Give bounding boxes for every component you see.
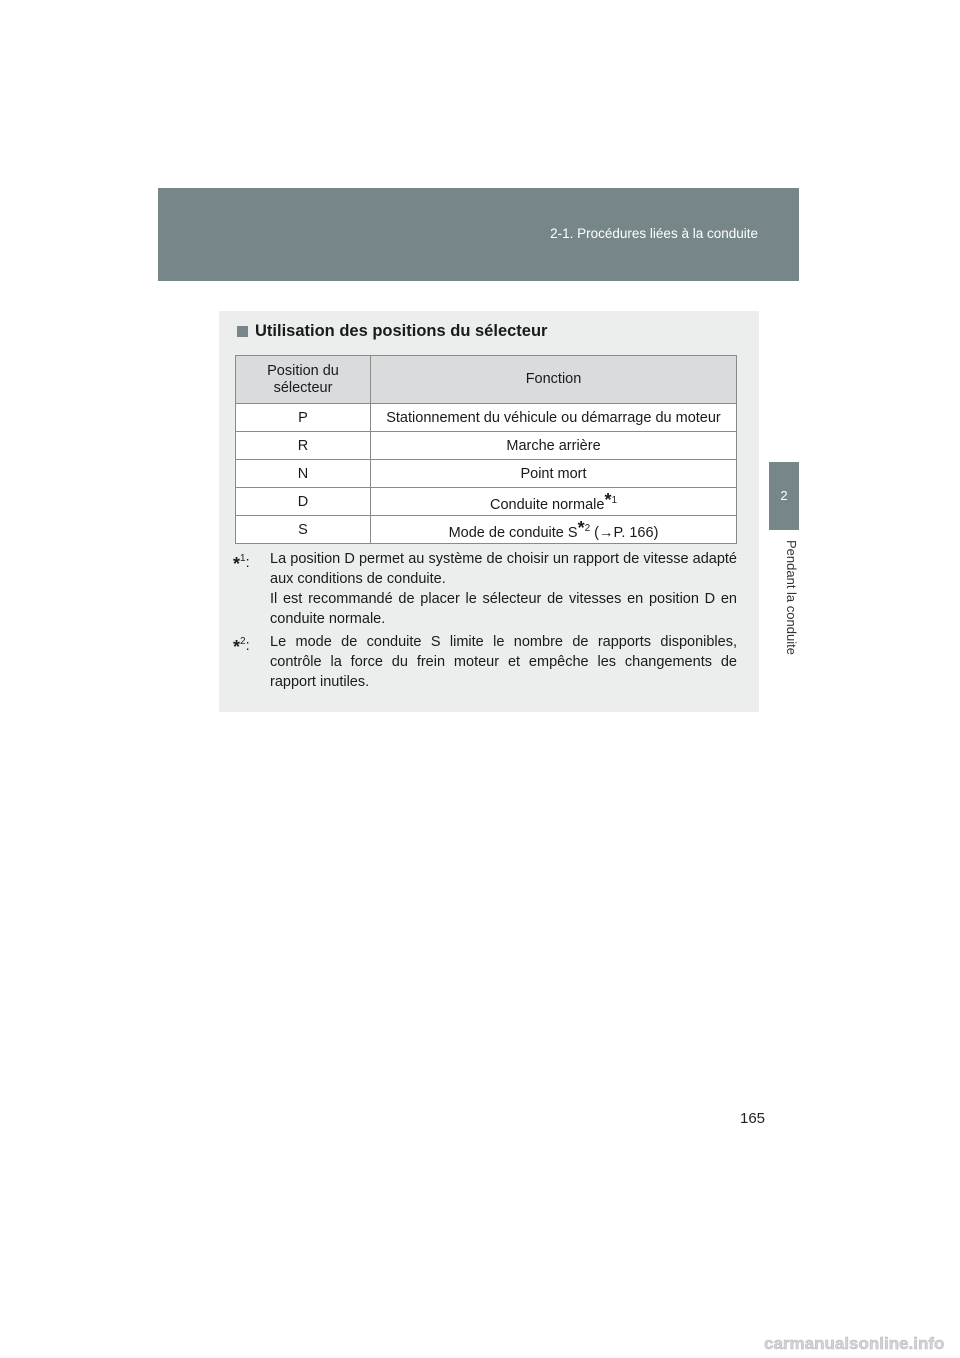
function-text: Marche arrière <box>506 437 601 454</box>
footnote-text <box>270 549 737 629</box>
footnote <box>233 549 737 629</box>
footnote-paragraph: Il est recommandé de placer le sélecteur de vitesses en position D en conduite normale. <box>270 591 737 627</box>
chapter-number: 2 <box>780 488 788 503</box>
table-row <box>236 432 737 460</box>
cell-function <box>371 488 737 516</box>
box-heading-text: Utilisation des positions du sélecteur <box>255 322 548 340</box>
table-row <box>236 488 737 516</box>
cell-position: P <box>236 404 371 432</box>
cell-position: N <box>236 460 371 488</box>
function-text: Point mort <box>520 465 587 482</box>
footnote-number: 1 <box>240 553 246 564</box>
cell-position: D <box>236 488 371 516</box>
asterisk-icon: * <box>233 554 241 574</box>
footnote-paragraph: La position D permet au système de choisir un rapport de vitesse adapté aux conditions de conduite. <box>270 551 737 587</box>
cell-function <box>371 432 737 460</box>
page-number: 165 <box>740 1110 766 1127</box>
footnote-marker: *$^2$: <box>233 636 250 657</box>
footnote <box>233 632 737 692</box>
footnote-number: 2 <box>584 523 591 534</box>
column-header-function: Fonction <box>371 356 737 404</box>
function-text: Conduite normale <box>489 497 605 513</box>
table-row <box>236 460 737 488</box>
selector-positions-table <box>235 355 737 544</box>
info-box <box>219 311 759 712</box>
footnote-marker: *$^1$: <box>233 553 250 574</box>
svg-text:carmanualsonline.info: carmanualsonline.info <box>764 1334 945 1353</box>
column-header-position: Position du sélecteur <box>236 356 371 404</box>
cell-position: S <box>236 516 371 544</box>
box-heading <box>237 322 547 341</box>
cell-position: R <box>236 432 371 460</box>
footnote-paragraph: Le mode de conduite S limite le nombre de rapports disponibles, contrôle la force du frein moteur et empêche les changements de rapport inutiles. <box>270 634 737 690</box>
asterisk-icon: * <box>233 637 241 657</box>
table-header-row <box>236 356 737 404</box>
footnote-text <box>270 632 737 692</box>
function-text: Mode de conduite S <box>448 525 578 541</box>
section-label: 2-1. Procédures liées à la conduite <box>550 226 758 241</box>
footnote-number: 2 <box>240 636 246 647</box>
asterisk-icon: * <box>577 518 585 538</box>
asterisk-icon: * <box>604 490 612 510</box>
cell-function <box>371 404 737 432</box>
chapter-title: Pendant la conduite <box>784 540 799 655</box>
chapter-header-band <box>158 188 799 281</box>
watermark-logo <box>764 1331 954 1355</box>
square-bullet-icon <box>237 326 248 337</box>
chapter-side-tab[interactable] <box>769 462 799 530</box>
footnote-reference[interactable] <box>577 518 591 538</box>
table-row <box>236 404 737 432</box>
footnote-number: 1 <box>611 495 618 506</box>
footnote-reference[interactable] <box>604 490 618 510</box>
cell-function <box>371 516 737 544</box>
cell-function <box>371 460 737 488</box>
page-reference-link[interactable]: (→P. 166) <box>590 525 659 541</box>
footnotes <box>233 549 737 695</box>
chapter-title-vertical <box>773 540 799 680</box>
function-text: Stationnement du véhicule ou démarrage du moteur <box>386 409 721 426</box>
table-row <box>236 516 737 544</box>
